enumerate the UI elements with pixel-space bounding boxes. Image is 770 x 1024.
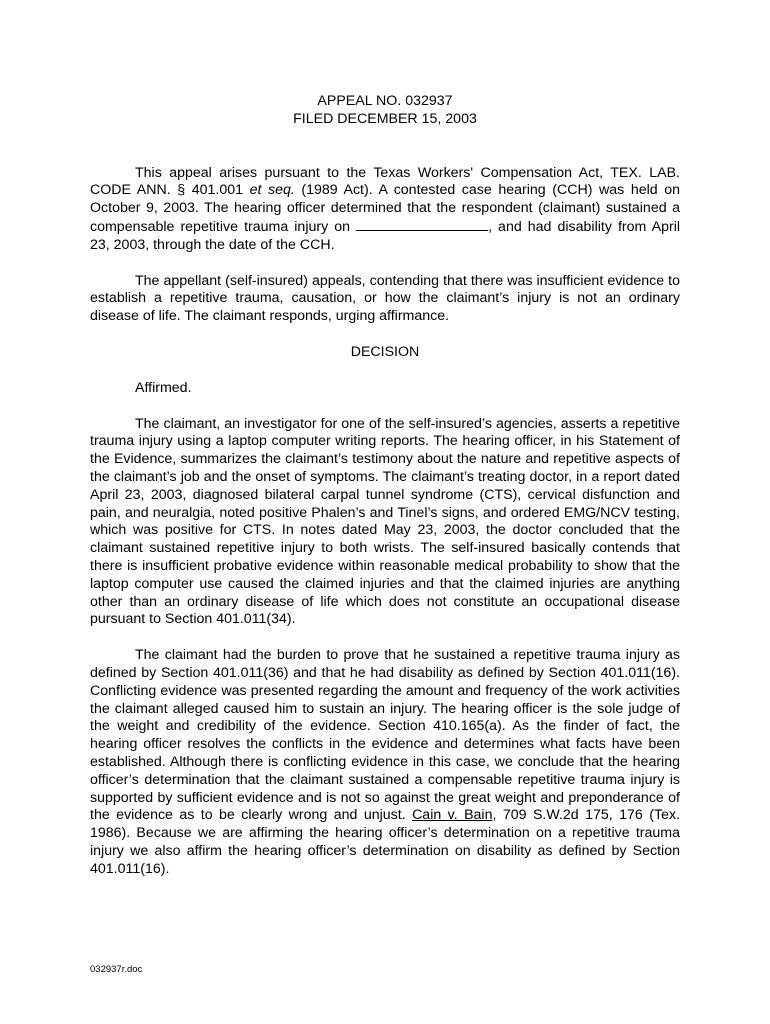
paragraph-analysis: The claimant had the burden to prove that he sustained a repetitive trauma injury as defined by Section 401.011(36) and that he had disability as defined by Section 401.011(16). Conflicting evidence was presented regarding the amount and frequency of the work activities the claimant alleged caused him to sustain an injury. The hearing officer is the sole judge of the weight and credibility of the evidence. Section 410.165(a). As the finder of fact, the hearing officer resolves the conflicts in the evidence and determines what facts have been established. Although there is conflicting evidence in this case, we conclude that the hearing officer’s determination that the claimant sustained a compensable repetitive trauma injury is supported by sufficient evidence and is not so against the great weight and preponderance of the evidence as to be clearly wrong and unjust. Cain v. Bain, 709 S.W.2d 175, 176 (Tex. 1986). Because we are affirming the hearing officer’s determination on a repetitive trauma injury we also affirm the hearing officer’s determination on disability as defined by Section 401.011(16). (90, 647, 680, 877)
document-page (90, 93, 680, 878)
et-seq: et seq. (249, 182, 295, 199)
file-name-footer: 032937r.doc (90, 964, 143, 975)
paragraph-intro: This appeal arises pursuant to the Texas Workers' Compensation Act, TEX. LAB. CODE ANN. § 401.001 et seq. (1989 Act). A contested case hearing (CCH) was held on October 9, 2003. The hearing officer determined that the respondent (claimant) sustained a compensable repetitive trauma injury on , and had disability from April 23, 2003, through the date of the CCH. (90, 164, 681, 253)
case-citation: Cain v. Bain (412, 807, 493, 824)
appeal-number: APPEAL NO. 032937 (317, 93, 453, 109)
paragraph-appeal: The appellant (self-insured) appeals, contending that there was insufficient evidence to establish a repetitive trauma, causation, or how the claimant’s injury is not an ordinary disease of life. The claimant responds, urging affirmance. (90, 272, 680, 325)
paragraph-facts: The claimant, an investigator for one of the self-insured’s agencies, asserts a repetitive trauma injury using a laptop computer writing reports. The hearing officer, in his Statement of the Evidence, summarizes the claimant’s testimony about the nature and repetitive aspects of the claimant’s job and the onset of symptoms. The claimant’s treating doctor, in a report dated April 23, 2003, diagnosed bilateral carpal tunnel syndrome (CTS), cervical disfunction and pain, and neuralgia, noted positive Phalen’s and Tinel’s signs, and ordered EMG/NCV testing, which was positive for CTS. In notes dated May 23, 2003, the doctor concluded that the claimant sustained repetitive injury to both wrists. The self-insured basically contends that there is insufficient probative evidence within reasonable medical probability to show that the laptop computer use caused the claimed injuries and that the claimed injuries are anything other than an ordinary disease of life which does not constitute an occupational disease pursuant to Section 401.011(34). (90, 415, 680, 628)
decision-heading: DECISION (350, 343, 420, 360)
filed-date: FILED DECEMBER 15, 2003 (293, 110, 477, 127)
redacted-date-blank (356, 218, 488, 231)
affirmed-text: Affirmed. (135, 379, 192, 396)
